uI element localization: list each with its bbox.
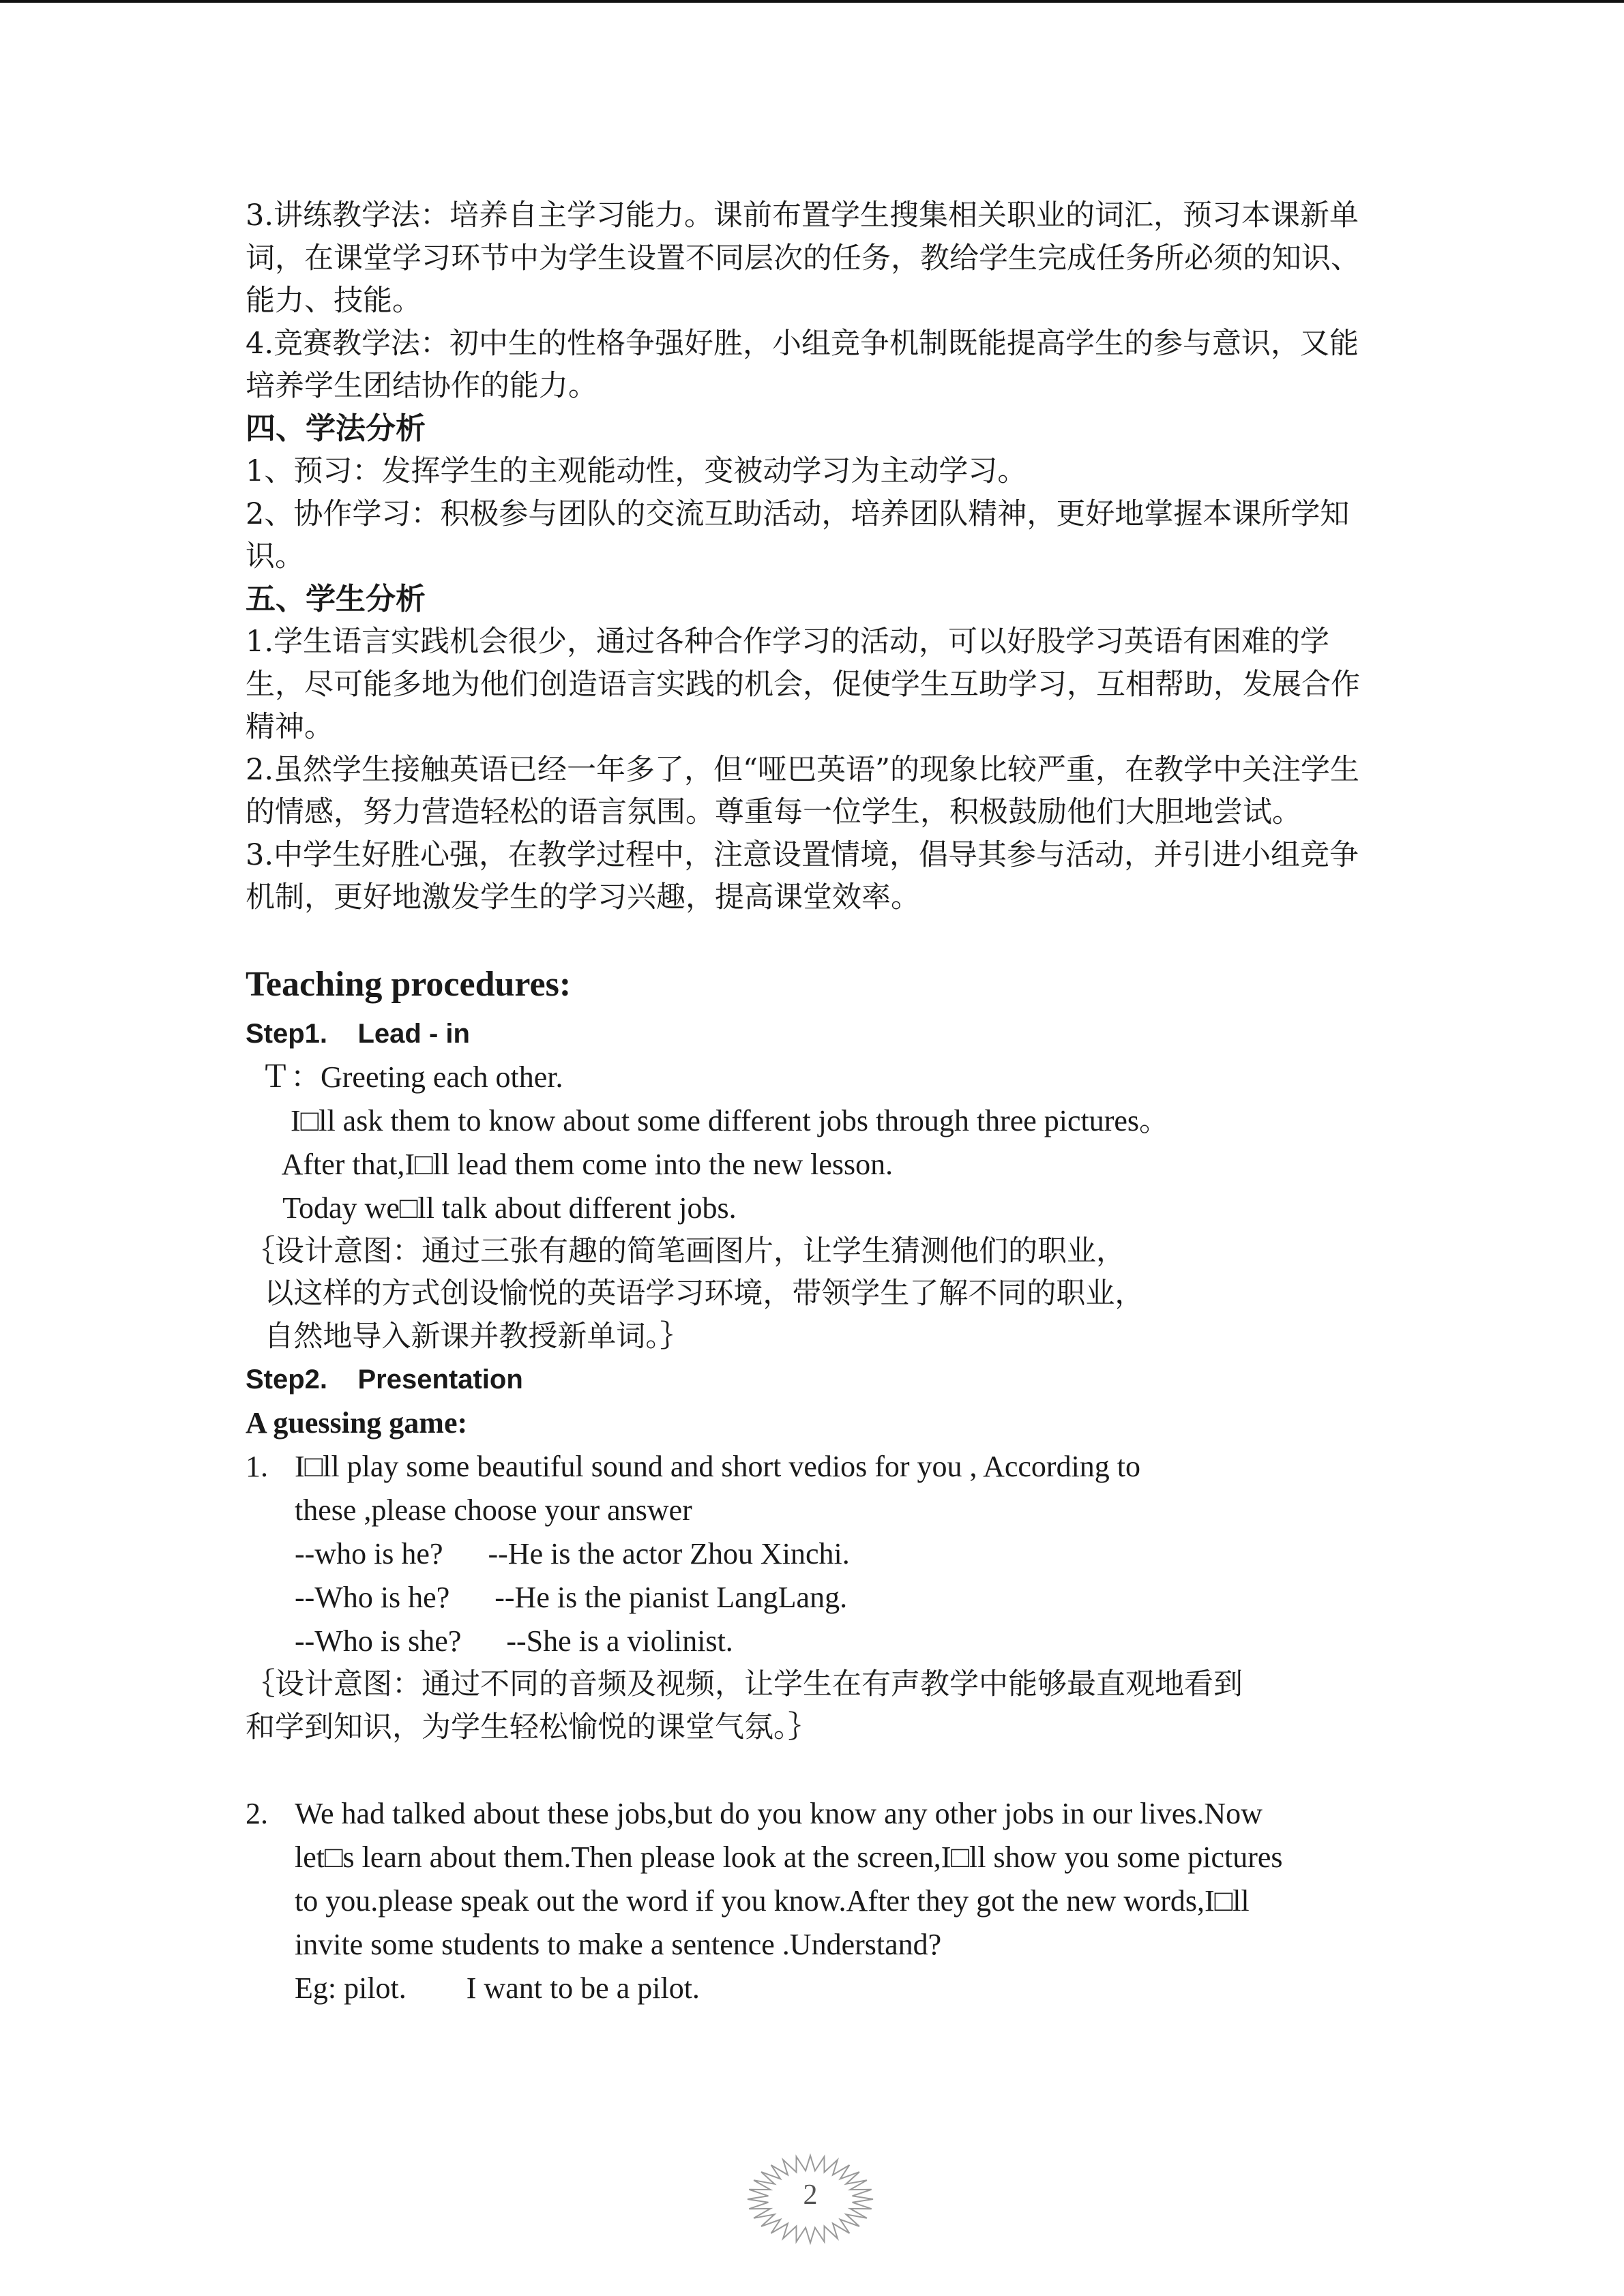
spacer <box>246 1007 1378 1012</box>
page-number-badge <box>742 2151 879 2247</box>
item-line: --Who is he? --He is the pianist LangLang. <box>295 1581 848 1614</box>
student-analysis-item-3: 3.中学生好胜心强，在教学过程中，注意设置情境，倡导其参与活动，并引进小组竞争机制，更好地激发学生的学习兴趣，提高课堂效率。 <box>246 837 1359 914</box>
step2-heading: Step2. Presentation <box>246 1365 523 1395</box>
item-number: 1. <box>246 1450 268 1483</box>
student-analysis-item-1: 1.学生语言实践机会很少，通过各种合作学习的活动，可以好股学习英语有困难的学生，尽可能多地为他们创造语言实践的机会，促使学生互助学习，互相帮助，发展合作精神。 <box>246 625 1360 744</box>
item-line: --Who is she? --She is a violinist. <box>295 1624 733 1658</box>
step1-line: Today we□ll talk about different jobs. <box>246 1191 737 1225</box>
step2-subheading: A guessing game: <box>246 1406 468 1440</box>
item-line: We had talked about these jobs,but do you know any other jobs in our lives.Now <box>295 1797 1263 1830</box>
study-method-item-1: 1、预习：发挥学生的主观能动性，变被动学习为主动学习。 <box>246 454 1027 488</box>
step1-design-intent: 以这样的方式创设愉悦的英语学习环境，带领学生了解不同的职业， <box>246 1277 1145 1311</box>
item-line: Eg: pilot. I want to be a pilot. <box>295 1971 700 2005</box>
step1-line: I□ll ask them to know about some different jobs through three pictures。 <box>246 1103 1170 1137</box>
teaching-procedures-title: Teaching procedures: <box>246 964 572 1004</box>
item-line: these ,please choose your answer <box>295 1493 692 1527</box>
step2-design-intent: 和学到知识，为学生轻松愉悦的课堂气氛。｝ <box>246 1710 818 1744</box>
section-heading-student-analysis: 五、学生分析 <box>246 581 426 616</box>
item-number: 2. <box>246 1797 268 1830</box>
step1-design-intent: 自然地导入新课并教授新单词。｝ <box>246 1319 690 1354</box>
top-border-line <box>0 0 1624 3</box>
item-line: let□s learn about them.Then please look at the screen,I□ll show you some pictures <box>295 1840 1283 1874</box>
method-item-3: 3.讲练教学法：培养自主学习能力。课前布置学生搜集相关职业的词汇，预习本课新单词，在课堂学习环节中为学生设置不同层次的任务，教给学生完成任务所必须的知识、能力、技能。 <box>246 198 1360 318</box>
item-line: invite some students to make a sentence .Understand? <box>295 1928 942 1961</box>
step1-design-intent: ｛设计意图：通过三张有趣的简笔画图片，让学生猜测他们的职业， <box>246 1234 1125 1268</box>
document-page <box>246 194 1378 2010</box>
step2-item-2 <box>246 1792 1378 2010</box>
method-item-4: 4.竞赛教学法：初中生的性格争强好胜，小组竞争机制既能提高学生的参与意识，又能培养学生团结协作的能力。 <box>246 326 1359 403</box>
step1-heading: Step1. Lead - in <box>246 1018 470 1049</box>
item-line: --who is he? --He is the actor Zhou Xinchi. <box>295 1537 850 1570</box>
step1-line: After that,I□ll lead them come into the new lesson. <box>246 1147 894 1181</box>
page-number: 2 <box>803 2179 818 2211</box>
student-analysis-item-2: 2.虽然学生接触英语已经一年多了，但“哑巴英语”的现象比较严重，在教学中关注学生的情感，努力营造轻松的语言氛围。尊重每一位学生，积极鼓励他们大胆地尝试。 <box>246 752 1359 829</box>
step2-item-1 <box>246 1445 1378 1663</box>
spacer <box>246 1748 1378 1792</box>
item-line: I□ll play some beautiful sound and short vedios for you , According to <box>295 1450 1141 1483</box>
study-method-item-2: 2、协作学习：积极参与团队的交流互助活动，培养团队精神，更好地掌握本课所学知识。 <box>246 496 1350 573</box>
step1-line: Ｔ：Greeting each other. <box>246 1060 563 1094</box>
step2-design-intent: ｛设计意图：通过不同的音频及视频，让学生在有声教学中能够最直观地看到 <box>246 1667 1243 1701</box>
spacer <box>246 919 1378 963</box>
section-heading-study-methods: 四、学法分析 <box>246 411 426 446</box>
item-line: to you.please speak out the word if you know.After they got the new words,I□ll <box>295 1884 1250 1918</box>
